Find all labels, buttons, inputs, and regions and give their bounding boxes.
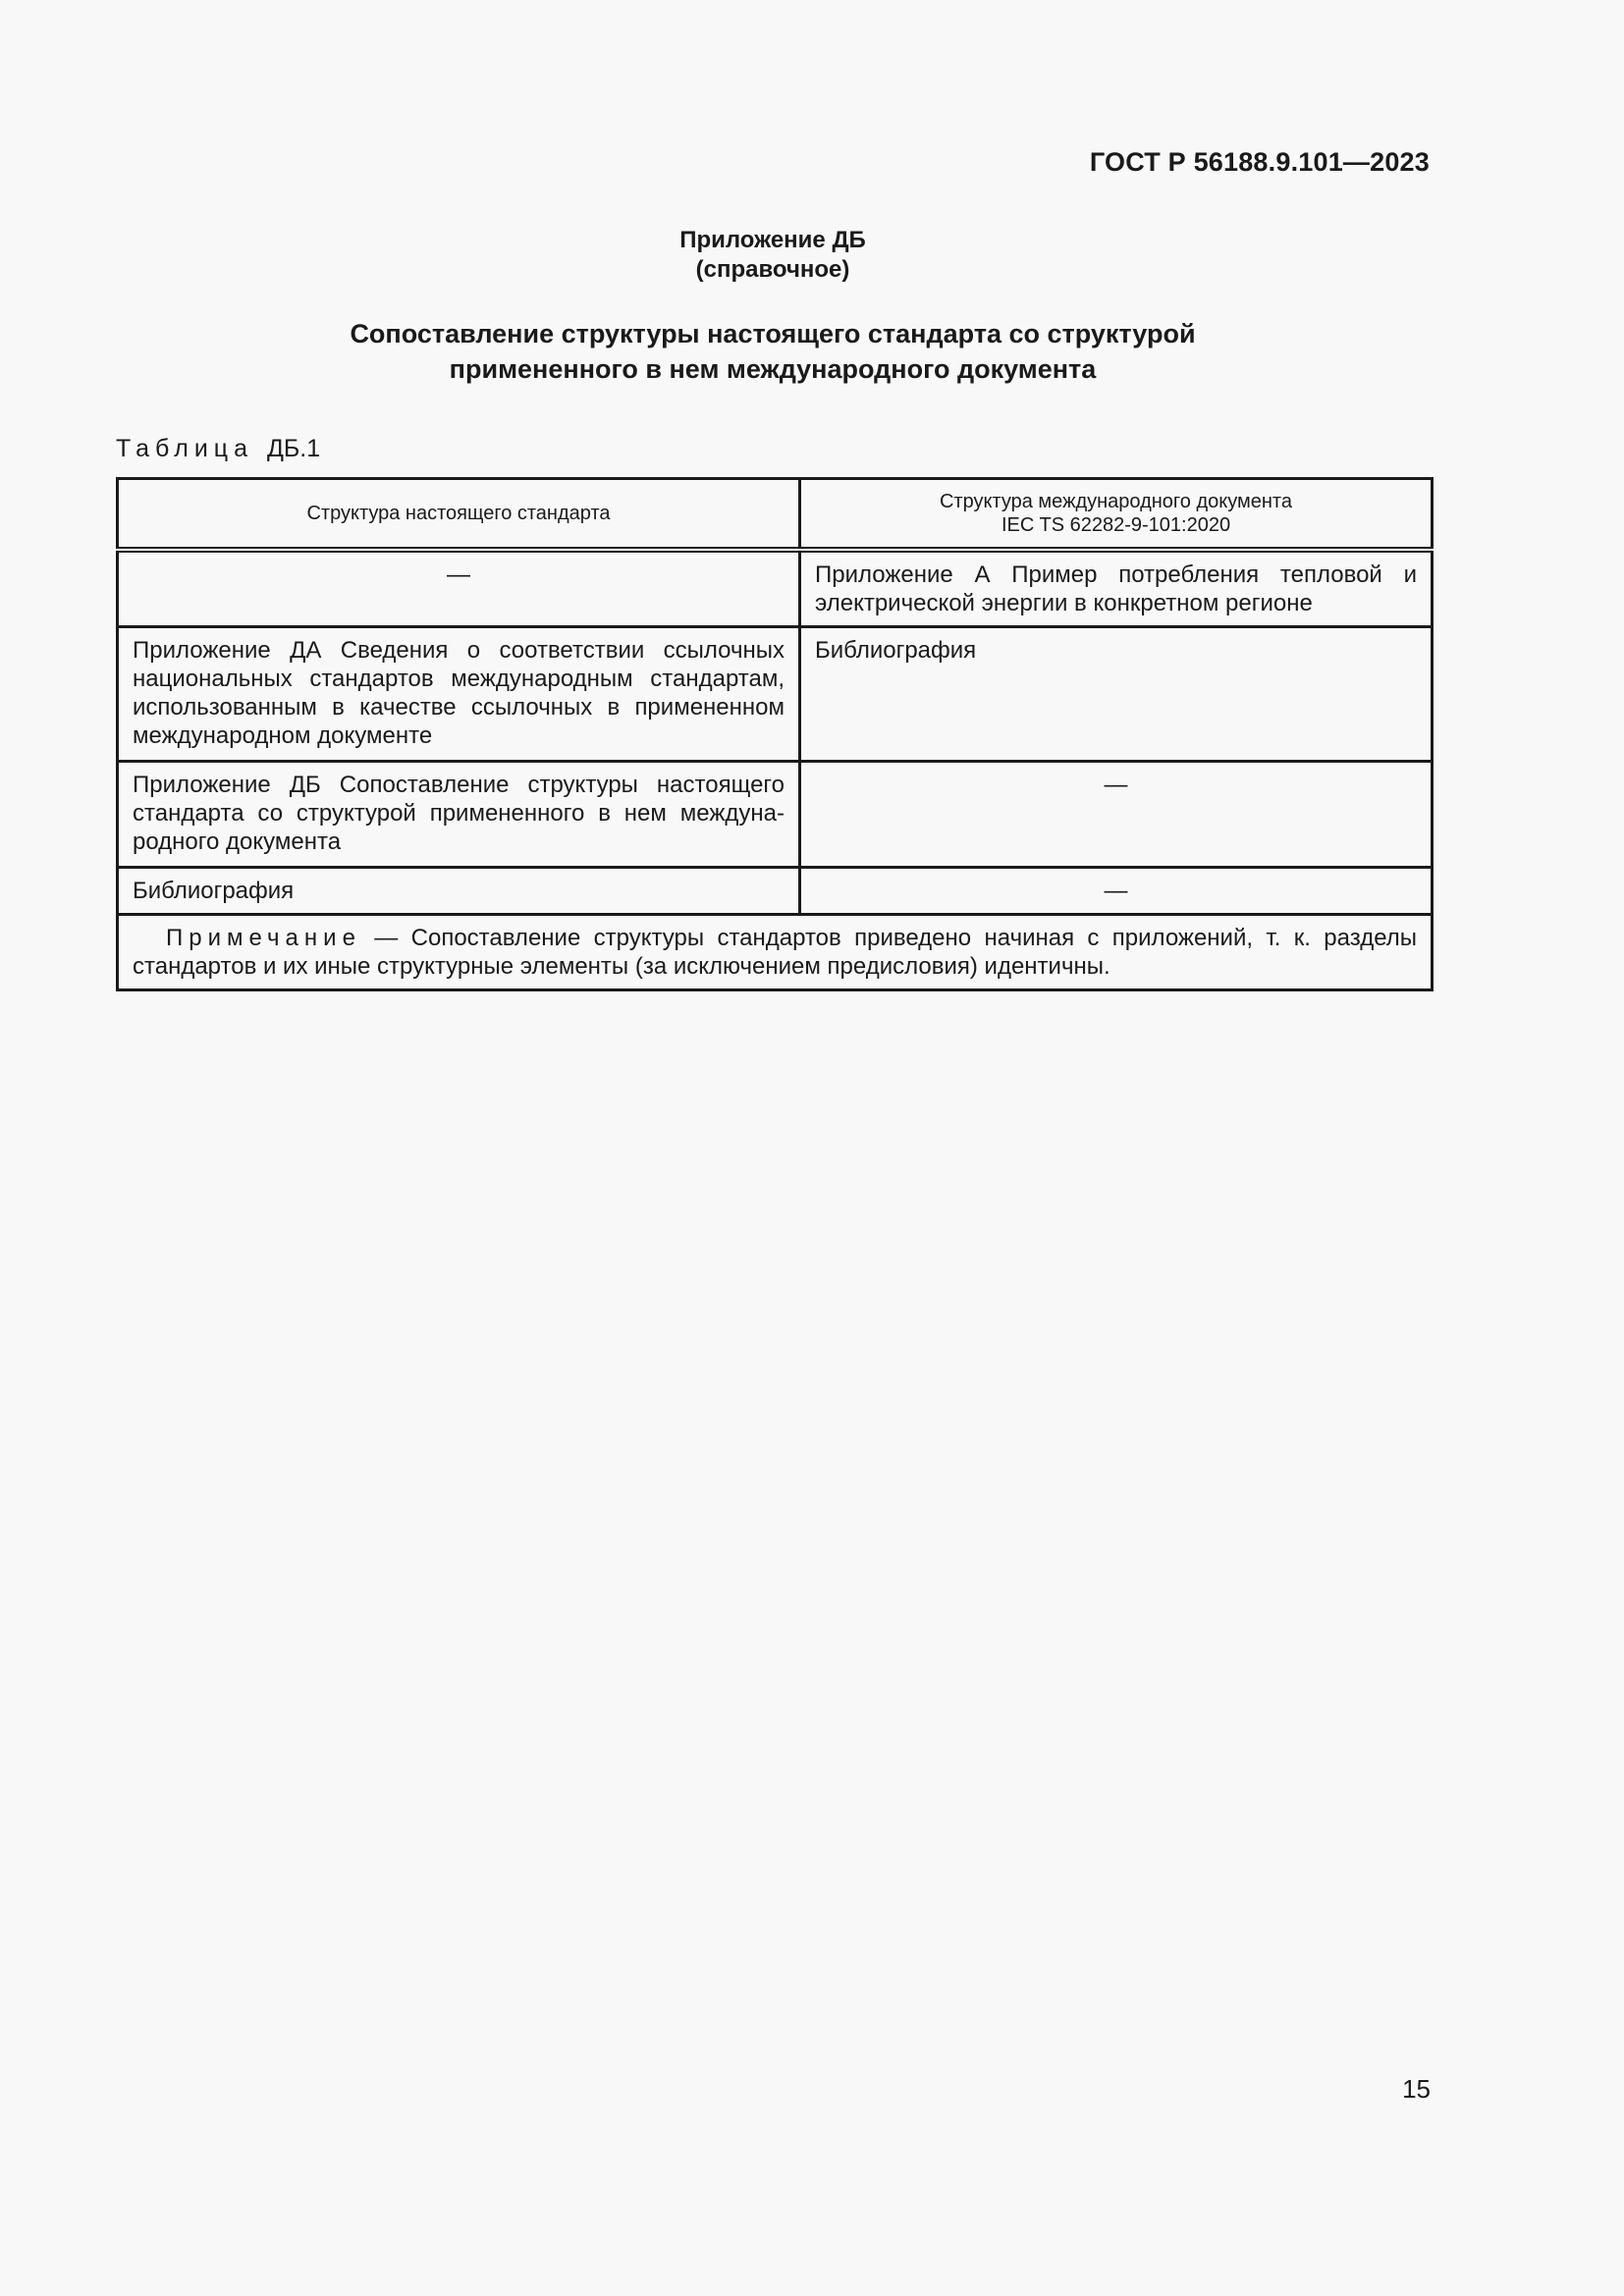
page-number: 15 — [1402, 2074, 1431, 2104]
header-cell-international-line-2: IEC TS 62282-9-101:2020 — [1001, 514, 1231, 536]
table-caption-label: Таблица — [116, 435, 254, 462]
table-cell: Приложение ДА Сведения о соответствии ссылочных национальных стандартов международным стандартам, использованным в качестве ссылочных в примененном международном документе — [118, 627, 800, 762]
comparison-table — [116, 477, 1434, 991]
page-title-line-1: Сопоставление структуры настоящего стандарта со структурой — [350, 319, 1196, 348]
table-cell: Приложение А Пример потребления тепловой и электрической энергии в конкретном регионе — [800, 550, 1433, 627]
page-title — [0, 316, 1545, 387]
table-row — [118, 550, 1433, 627]
table-note-label: Примечание — [166, 925, 361, 951]
table-caption — [116, 435, 320, 463]
table-caption-number: ДБ.1 — [266, 435, 321, 462]
header-cell-standard-structure: Структура настоящего стандарта — [118, 479, 800, 551]
appendix-heading — [0, 226, 1545, 285]
header-cell-international-line-1: Структура международного документа — [939, 491, 1292, 512]
table-row — [118, 627, 1433, 762]
table-row — [118, 762, 1433, 868]
table-cell: — — [800, 762, 1433, 868]
table-cell: Библиография — [118, 868, 800, 915]
table-note — [118, 915, 1433, 990]
table-note-text: — Сопоставление структуры стандартов приведено начиная с приложений, т. к. разделы стандартов и их иные структурные элементы (за исключением предисловия) идентичны. — [133, 925, 1417, 980]
table-cell: Приложение ДБ Сопоставление структуры настоящего стандарта со структурой примененного в нем междуна-родного документа — [118, 762, 800, 868]
table-note-row — [118, 915, 1433, 990]
appendix-subtitle: (справочное) — [695, 256, 850, 283]
table-cell: — — [800, 868, 1433, 915]
document-code: ГОСТ Р 56188.9.101—2023 — [1089, 147, 1430, 177]
table-cell: Библиография — [800, 627, 1433, 762]
table-header-row — [118, 479, 1433, 551]
table-cell: — — [118, 550, 800, 627]
appendix-title: Приложение ДБ — [679, 227, 866, 253]
page-title-line-2: примененного в нем международного документа — [449, 354, 1097, 384]
header-cell-international-structure — [800, 479, 1433, 551]
table-row — [118, 868, 1433, 915]
